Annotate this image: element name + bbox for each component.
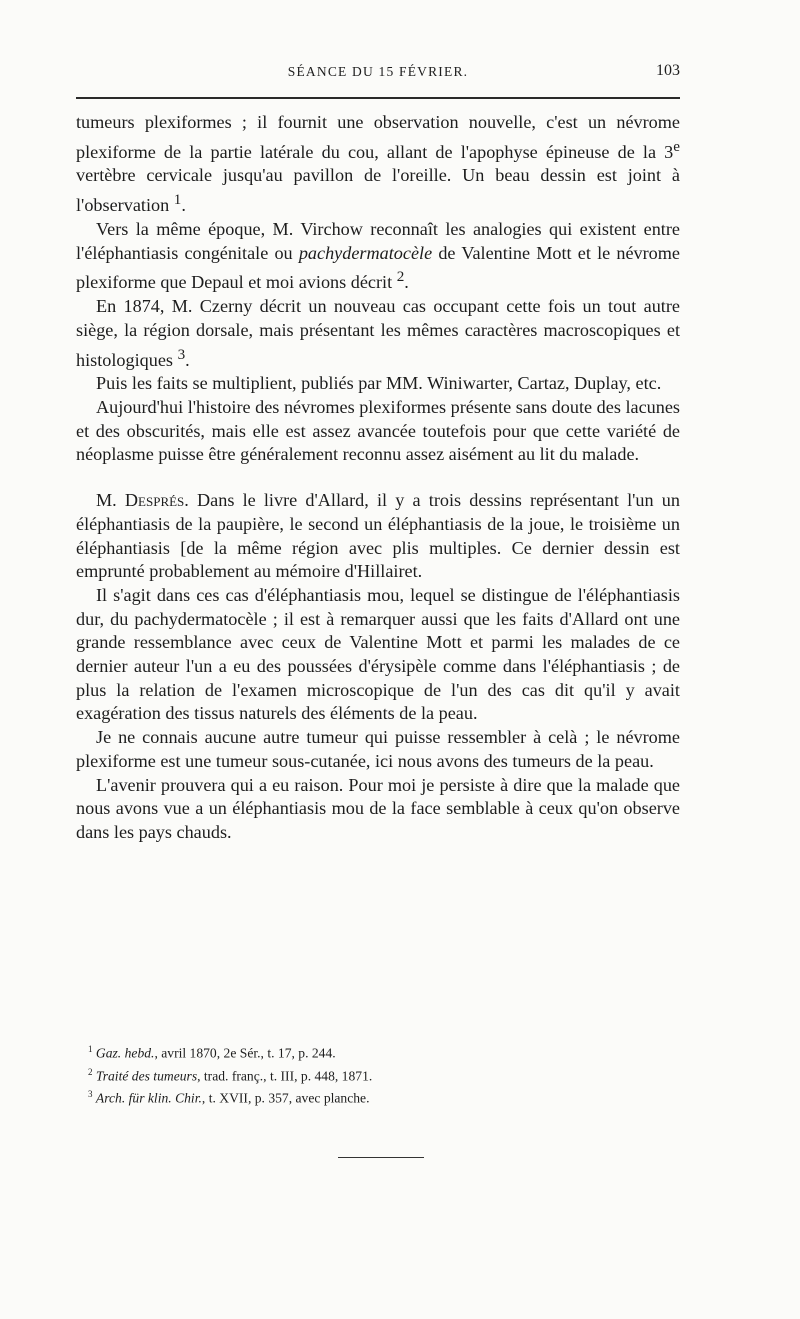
running-header — [76, 60, 680, 88]
paragraph-7: Il s'agit dans ces cas d'éléphantiasis mou, lequel se distingue de l'éléphantiasis dur, du pachydermatocèle ; il est à remarquer aussi que les faits d'Allard ont une grande ressemblance avec ceux de Valentine Mott et parmi les malades de ce dernier auteur l'un a eu des poussées d'érysipèle comme dans l'éléphantiasis ; de plus la relation de l'examen microscopique de l'un des cas dit qu'il y avait exagération des tissus naturels des éléments de la peau. — [76, 584, 680, 724]
footnotes — [88, 1040, 668, 1108]
footnote-ref-1: 1 — [173, 191, 182, 209]
paragraph-2: Vers la même époque, M. Virchow reconnaît les analogies qui existent entre l'éléphantiasis congénitale ou pachydermatocèle de Valentine Mott et le névrome plexiforme que Depaul et moi avions décrit $^2$. — [76, 218, 681, 293]
speaker-name: M. Després. — [96, 490, 189, 511]
paragraph-8: Je ne connais aucune autre tumeur qui puisse ressembler à celà ; le névrome plexiforme est une tumeur sous-cutanée, ici nous avons des tumeurs de la peau. — [76, 727, 680, 771]
header-title: SÉANCE DU 15 FÉVRIER. — [287, 64, 469, 79]
page-number: 103 — [656, 62, 680, 79]
footnote-2: $^2$ Traité des tumeurs, trad. franç., t. III, p. 448, 1871. — [88, 1066, 373, 1084]
footnote-3: $^3$ Arch. für klin. Chir., t. XVII, p. 357, avec planche. — [88, 1089, 370, 1106]
footnote-1: $^1$ Gaz. hebd., avril 1870, 2e Sér., t. 17, p. 244. — [88, 1044, 336, 1061]
paragraph-1: tumeurs plexiformes ; il fournit une observation nouvelle, c'est un névrome plexiforme de la partie latérale du cou, allant de l'apophyse épineuse de la 3e vertèbre cervicale jusqu'au pavillon de l'oreille. Un beau dessin est joint à l'observation $^1$. — [76, 112, 680, 216]
paragraph-5: Aujourd'hui l'histoire des névromes plexiformes présente sans doute des lacunes et des obscurités, mais elle est assez avancée toutefois pour que cette variété de néoplasme puisse être généralement reconnu assez aisément au lit du malade. — [76, 396, 680, 465]
paragraph-9: L'avenir prouvera qui a eu raison. Pour moi je persiste à dire que la malade que nous avons vue a un éléphantiasis mou de la face semblable à ceux qu'on observe dans les pays chauds. — [76, 774, 680, 842]
footnote-ref-3: 3 — [177, 345, 186, 363]
end-rule — [338, 1157, 424, 1158]
paragraph-3: En 1874, M. Czerny décrit un nouveau cas occupant cette fois un tout autre siège, la région dorsale, mais présentant les mêmes caractères macroscopiques et histologiques $^3$. — [76, 296, 680, 370]
paragraph-4: Puis les faits se multiplient, publiés par MM. Winiwarter, Cartaz, Duplay, etc. — [96, 373, 662, 394]
footnote-ref-2: 2 — [396, 268, 405, 286]
body-text — [76, 111, 680, 845]
header-rule — [76, 97, 680, 99]
paragraph-6: M. Després. Dans le livre d'Allard, il y a trois dessins représentant l'un un éléphantiasis de la paupière, le second un éléphantiasis de la joue, le troisième un éléphantiasis [de la même région avec plis multiples. Ce dernier dessin est emprunté probablement au mémoire d'Hillairet. — [76, 490, 680, 582]
